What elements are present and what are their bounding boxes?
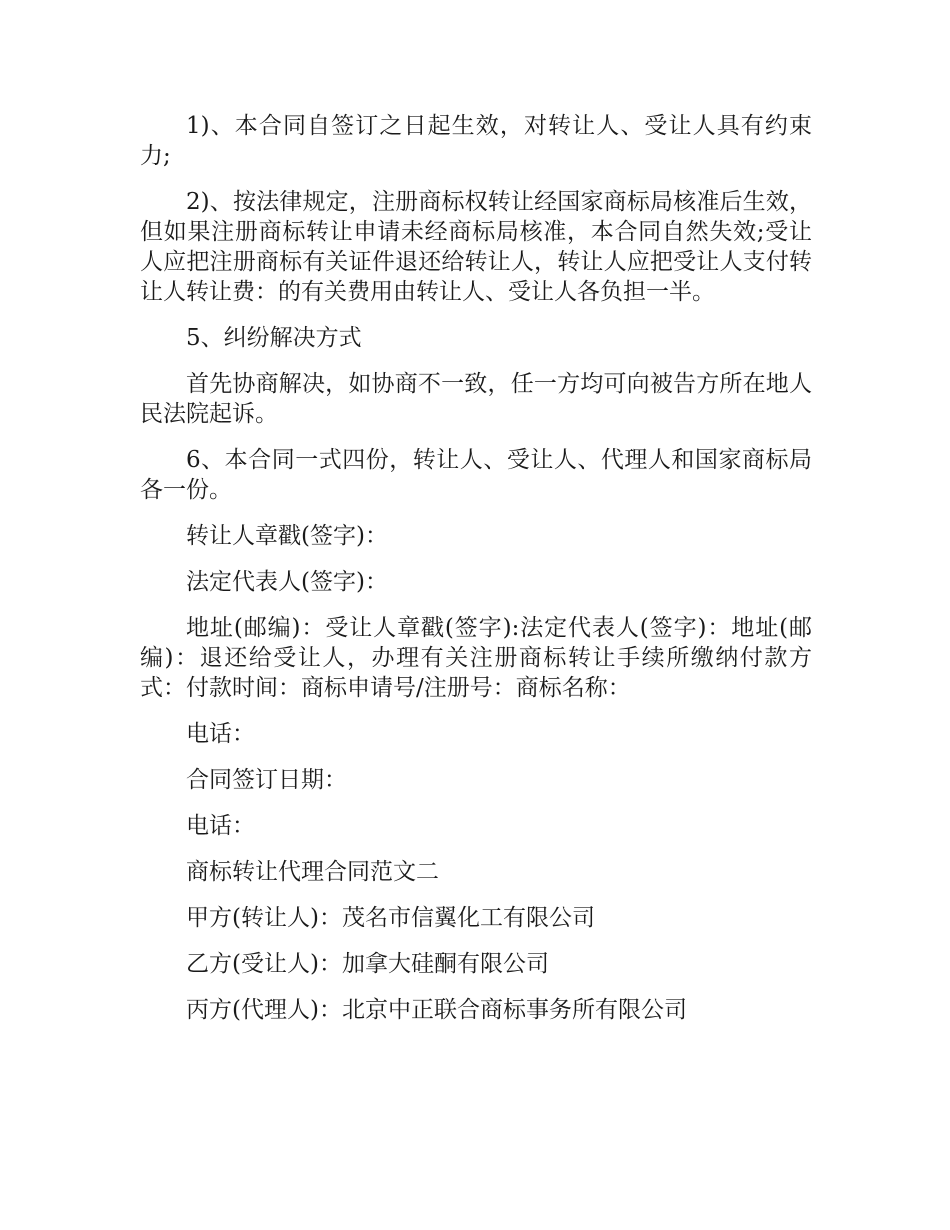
sample-title: 商标转让代理合同范文二	[186, 859, 439, 885]
signature-legal-rep: 法定代表人(签字)：	[186, 569, 388, 595]
phone-line-2: 电话：	[186, 813, 255, 839]
phone-line-1: 电话：	[186, 721, 255, 747]
party-c: 丙方(代理人)：北京中正联合商标事务所有限公司	[186, 997, 687, 1023]
clause-approval: 2)、按法律规定，注册商标权转让经国家商标局核准后生效，但如果注册商标转让申请未经商标局核准，本合同自然失效;受让人应把注册商标有关证件退还给转让人，转让人应把受让人支付转让人转让费：的有关费用由转让人、受让人各负担一半。	[140, 189, 812, 305]
clause-effective: 1)、本合同自签订之日起生效，对转让人、受让人具有约束力;	[140, 113, 812, 169]
section-heading-dispute: 5、纠纷解决方式	[186, 325, 362, 351]
clause-dispute: 首先协商解决，如协商不一致，任一方均可向被告方所在地人民法院起诉。	[140, 371, 812, 427]
signature-transferor: 转让人章戳(签字)：	[186, 523, 388, 549]
document-body	[140, 111, 812, 1041]
address-block: 地址(邮编)：受让人章戳(签字):法定代表人(签字)：地址(邮编)：退还给受让人，办理有关注册商标转让手续所缴纳付款方式：付款时间：商标申请号/注册号：商标名称：	[140, 615, 812, 701]
party-a: 甲方(转让人)：茂名市信翼化工有限公司	[186, 905, 595, 931]
party-b: 乙方(受让人)：加拿大硅酮有限公司	[186, 951, 549, 977]
contract-date-line: 合同签订日期：	[186, 767, 347, 793]
clause-copies: 6、本合同一式四份，转让人、受让人、代理人和国家商标局各一份。	[140, 447, 812, 503]
